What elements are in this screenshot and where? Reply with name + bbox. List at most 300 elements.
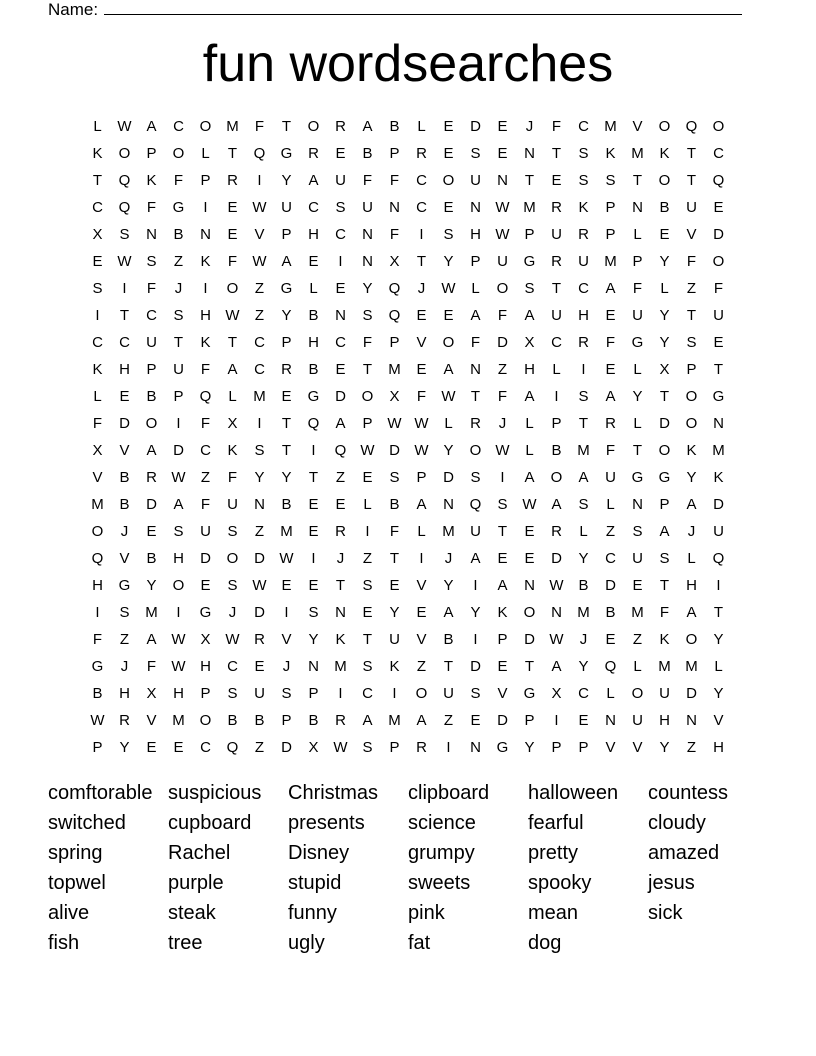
grid-letter: E bbox=[362, 604, 373, 621]
grid-letter: Z bbox=[632, 631, 643, 648]
grid-letter: M bbox=[577, 442, 590, 459]
grid-letter: M bbox=[685, 658, 698, 675]
grid-letter: A bbox=[578, 469, 589, 486]
grid-letter: U bbox=[335, 172, 346, 189]
grid-letter: U bbox=[686, 199, 697, 216]
grid-letter: U bbox=[497, 253, 508, 270]
grid-letter: E bbox=[551, 172, 562, 189]
grid-letter: T bbox=[227, 334, 238, 351]
grid-letter: O bbox=[442, 334, 455, 351]
grid-letter: T bbox=[362, 361, 373, 378]
grid-letter: I bbox=[500, 469, 505, 486]
grid-row bbox=[84, 356, 732, 383]
grid-letter: C bbox=[254, 334, 265, 351]
grid-letter: A bbox=[308, 172, 319, 189]
grid-letter: W bbox=[522, 496, 537, 513]
grid-letter: L bbox=[363, 496, 372, 513]
grid-letter: U bbox=[713, 307, 724, 324]
grid-letter: A bbox=[416, 496, 427, 513]
grid-letter: C bbox=[119, 334, 130, 351]
grid-letter: S bbox=[578, 172, 589, 189]
grid-letter: O bbox=[712, 118, 725, 135]
grid-letter: O bbox=[658, 172, 671, 189]
grid-letter: E bbox=[362, 469, 373, 486]
grid-letter: D bbox=[389, 442, 400, 459]
grid-letter: P bbox=[92, 739, 103, 756]
grid-letter: T bbox=[92, 172, 103, 189]
grid-letter: N bbox=[551, 604, 562, 621]
grid-letter: Q bbox=[388, 280, 401, 297]
grid-letter: K bbox=[200, 334, 211, 351]
grid-letter: S bbox=[686, 334, 697, 351]
grid-letter: M bbox=[172, 712, 185, 729]
grid-letter: M bbox=[604, 253, 617, 270]
grid-letter: C bbox=[254, 361, 265, 378]
grid-letter: D bbox=[713, 496, 724, 513]
grid-letter: I bbox=[338, 685, 343, 702]
grid-letter: V bbox=[686, 226, 697, 243]
grid-letter: A bbox=[443, 604, 454, 621]
grid-letter: N bbox=[686, 712, 697, 729]
grid-letter: H bbox=[470, 226, 481, 243]
grid-letter: T bbox=[659, 388, 670, 405]
grid-letter: Y bbox=[308, 631, 319, 648]
grid-letter: E bbox=[254, 658, 265, 675]
grid-letter: O bbox=[712, 253, 725, 270]
grid-letter: E bbox=[605, 361, 616, 378]
grid-letter: P bbox=[389, 334, 400, 351]
grid-letter: P bbox=[551, 739, 562, 756]
grid-letter: W bbox=[495, 442, 510, 459]
grid-letter: W bbox=[414, 415, 429, 432]
grid-letter: D bbox=[200, 550, 211, 567]
grid-letter: S bbox=[470, 469, 481, 486]
grid-letter: O bbox=[226, 550, 239, 567]
grid-letter: Z bbox=[200, 469, 211, 486]
grid-letter: V bbox=[146, 712, 157, 729]
grid-letter: M bbox=[604, 118, 617, 135]
grid-letter: D bbox=[524, 631, 535, 648]
grid-letter: B bbox=[308, 712, 319, 729]
grid-letter: K bbox=[686, 442, 697, 459]
grid-letter: L bbox=[228, 388, 237, 405]
grid-letter: J bbox=[444, 550, 453, 567]
grid-letter: T bbox=[362, 631, 373, 648]
grid-letter: L bbox=[606, 685, 615, 702]
grid-letter: C bbox=[713, 145, 724, 162]
grid-letter: D bbox=[605, 577, 616, 594]
grid-letter: W bbox=[549, 631, 564, 648]
grid-letter: T bbox=[578, 415, 589, 432]
grid-letter: J bbox=[525, 118, 534, 135]
grid-letter: E bbox=[146, 739, 157, 756]
grid-letter: P bbox=[146, 361, 157, 378]
grid-letter: G bbox=[712, 388, 725, 405]
grid-letter: K bbox=[389, 658, 400, 675]
grid-letter: J bbox=[120, 658, 129, 675]
grid-letter: Y bbox=[578, 550, 589, 567]
grid-letter: N bbox=[605, 712, 616, 729]
grid-letter: W bbox=[117, 118, 132, 135]
grid-letter: S bbox=[335, 199, 346, 216]
word-list-item: Disney bbox=[288, 842, 350, 864]
grid-letter: I bbox=[554, 712, 559, 729]
grid-letter: J bbox=[336, 550, 345, 567]
grid-letter: T bbox=[281, 442, 292, 459]
grid-row bbox=[84, 329, 732, 356]
grid-letter: D bbox=[146, 496, 157, 513]
grid-letter: G bbox=[523, 685, 536, 702]
grid-letter: F bbox=[389, 523, 400, 540]
grid-letter: F bbox=[92, 415, 103, 432]
grid-letter: B bbox=[119, 469, 130, 486]
grid-letter: S bbox=[470, 145, 481, 162]
grid-letter: L bbox=[444, 415, 453, 432]
grid-letter: Q bbox=[118, 172, 131, 189]
word-list-item: jesus bbox=[648, 872, 695, 894]
grid-letter: R bbox=[416, 739, 427, 756]
grid-letter: I bbox=[338, 253, 343, 270]
grid-letter: E bbox=[119, 388, 130, 405]
grid-letter: F bbox=[200, 496, 211, 513]
word-list-row bbox=[48, 930, 768, 960]
grid-letter: F bbox=[362, 172, 373, 189]
grid-letter: B bbox=[443, 631, 454, 648]
grid-letter: I bbox=[284, 604, 289, 621]
grid-letter: D bbox=[497, 334, 508, 351]
grid-letter: S bbox=[632, 523, 643, 540]
grid-letter: G bbox=[631, 469, 644, 486]
word-list-item: pretty bbox=[528, 842, 579, 864]
grid-letter: E bbox=[497, 145, 508, 162]
grid-letter: J bbox=[174, 280, 183, 297]
grid-letter: U bbox=[578, 253, 589, 270]
grid-letter: V bbox=[416, 334, 427, 351]
grid-letter: N bbox=[443, 496, 454, 513]
grid-letter: T bbox=[389, 550, 400, 567]
grid-letter: I bbox=[446, 739, 451, 756]
grid-letter: T bbox=[551, 145, 562, 162]
grid-letter: Q bbox=[388, 307, 401, 324]
word-list-item: halloween bbox=[528, 782, 619, 804]
grid-letter: Q bbox=[253, 145, 266, 162]
grid-letter: C bbox=[362, 685, 373, 702]
grid-letter: C bbox=[335, 334, 346, 351]
grid-letter: M bbox=[253, 388, 266, 405]
grid-letter: D bbox=[335, 388, 346, 405]
word-list-item: dog bbox=[528, 932, 562, 954]
grid-row bbox=[84, 140, 732, 167]
grid-letter: O bbox=[523, 604, 536, 621]
grid-letter: W bbox=[549, 577, 564, 594]
grid-letter: E bbox=[497, 658, 508, 675]
grid-letter: P bbox=[281, 334, 292, 351]
grid-letter: N bbox=[470, 361, 481, 378]
grid-letter: E bbox=[200, 577, 211, 594]
grid-letter: A bbox=[362, 118, 373, 135]
word-list-item: sick bbox=[648, 902, 683, 924]
grid-letter: S bbox=[92, 280, 103, 297]
grid-letter: N bbox=[308, 658, 319, 675]
grid-letter: M bbox=[631, 604, 644, 621]
grid-letter: U bbox=[632, 550, 643, 567]
grid-letter: L bbox=[579, 523, 588, 540]
grid-letter: U bbox=[281, 199, 292, 216]
grid-letter: B bbox=[659, 199, 670, 216]
word-list-item: topwel bbox=[48, 872, 106, 894]
grid-letter: E bbox=[713, 334, 724, 351]
grid-letter: E bbox=[443, 145, 454, 162]
grid-letter: P bbox=[200, 172, 211, 189]
grid-letter: Z bbox=[254, 280, 265, 297]
name-line[interactable] bbox=[104, 14, 742, 15]
word-list-item: alive bbox=[48, 902, 90, 924]
grid-letter: I bbox=[581, 361, 586, 378]
grid-letter: X bbox=[308, 739, 319, 756]
grid-letter: T bbox=[686, 307, 697, 324]
grid-letter: O bbox=[550, 469, 563, 486]
grid-letter: K bbox=[200, 253, 211, 270]
grid-letter: M bbox=[658, 658, 671, 675]
grid-letter: H bbox=[686, 577, 697, 594]
grid-letter: Y bbox=[443, 577, 454, 594]
grid-letter: F bbox=[686, 253, 697, 270]
grid-letter: W bbox=[90, 712, 105, 729]
grid-letter: H bbox=[200, 658, 211, 675]
word-list-row bbox=[48, 810, 768, 840]
grid-letter: O bbox=[145, 415, 158, 432]
grid-letter: R bbox=[605, 415, 616, 432]
grid-letter: R bbox=[416, 145, 427, 162]
grid-letter: M bbox=[280, 523, 293, 540]
grid-letter: X bbox=[146, 685, 157, 702]
grid-letter: P bbox=[605, 199, 616, 216]
word-list-item: pink bbox=[408, 902, 445, 924]
grid-letter: Z bbox=[119, 631, 130, 648]
grid-letter: Z bbox=[254, 739, 265, 756]
grid-letter: I bbox=[257, 172, 262, 189]
grid-letter: W bbox=[117, 253, 132, 270]
grid-letter: T bbox=[227, 145, 238, 162]
grid-letter: P bbox=[686, 361, 697, 378]
grid-letter: U bbox=[470, 523, 481, 540]
grid-letter: O bbox=[199, 118, 212, 135]
grid-letter: T bbox=[308, 469, 319, 486]
grid-letter: K bbox=[92, 361, 103, 378]
grid-letter: T bbox=[497, 523, 508, 540]
grid-letter: L bbox=[714, 658, 723, 675]
grid-letter: D bbox=[470, 658, 481, 675]
grid-letter: X bbox=[389, 253, 400, 270]
grid-letter: A bbox=[335, 415, 346, 432]
word-list-row bbox=[48, 900, 768, 930]
grid-letter: T bbox=[335, 577, 346, 594]
grid-letter: N bbox=[524, 145, 535, 162]
grid-letter: R bbox=[578, 226, 589, 243]
grid-letter: E bbox=[659, 226, 670, 243]
grid-letter: Q bbox=[685, 118, 698, 135]
grid-letter: F bbox=[389, 172, 400, 189]
grid-letter: V bbox=[416, 577, 427, 594]
grid-letter: Z bbox=[173, 253, 184, 270]
grid-letter: S bbox=[524, 280, 535, 297]
grid-letter: S bbox=[578, 496, 589, 513]
grid-letter: N bbox=[524, 577, 535, 594]
grid-letter: R bbox=[551, 253, 562, 270]
grid-letter: O bbox=[307, 118, 320, 135]
grid-letter: Z bbox=[605, 523, 616, 540]
grid-letter: M bbox=[334, 658, 347, 675]
grid-letter: D bbox=[173, 442, 184, 459]
grid-letter: O bbox=[469, 442, 482, 459]
grid-letter: P bbox=[605, 226, 616, 243]
grid-letter: O bbox=[415, 685, 428, 702]
grid-letter: J bbox=[498, 415, 507, 432]
grid-letter: H bbox=[119, 685, 130, 702]
grid-letter: L bbox=[525, 415, 534, 432]
grid-letter: E bbox=[524, 523, 535, 540]
grid-letter: Z bbox=[254, 523, 265, 540]
grid-letter: W bbox=[252, 253, 267, 270]
grid-letter: L bbox=[93, 388, 102, 405]
grid-row bbox=[84, 221, 732, 248]
grid-letter: I bbox=[176, 415, 181, 432]
grid-letter: F bbox=[227, 469, 238, 486]
grid-letter: S bbox=[362, 739, 373, 756]
grid-letter: S bbox=[173, 307, 184, 324]
grid-letter: H bbox=[173, 550, 184, 567]
grid-letter: N bbox=[632, 496, 643, 513]
grid-letter: E bbox=[308, 253, 319, 270]
grid-letter: C bbox=[416, 199, 427, 216]
grid-letter: L bbox=[93, 118, 102, 135]
grid-letter: M bbox=[523, 199, 536, 216]
grid-letter: S bbox=[443, 226, 454, 243]
grid-row bbox=[84, 680, 732, 707]
word-list bbox=[48, 780, 768, 960]
grid-letter: U bbox=[551, 226, 562, 243]
grid-letter: B bbox=[308, 361, 319, 378]
grid-letter: F bbox=[605, 442, 616, 459]
grid-letter: J bbox=[282, 658, 291, 675]
grid-letter: I bbox=[122, 280, 127, 297]
grid-letter: F bbox=[146, 199, 157, 216]
grid-letter: L bbox=[552, 361, 561, 378]
grid-letter: U bbox=[713, 523, 724, 540]
grid-letter: E bbox=[497, 550, 508, 567]
grid-letter: W bbox=[360, 442, 375, 459]
grid-letter: X bbox=[92, 226, 103, 243]
grid-letter: W bbox=[441, 388, 456, 405]
grid-letter: P bbox=[308, 685, 319, 702]
grid-letter: H bbox=[308, 226, 319, 243]
grid-letter: C bbox=[146, 307, 157, 324]
grid-letter: E bbox=[308, 496, 319, 513]
grid-letter: B bbox=[146, 550, 157, 567]
grid-letter: A bbox=[470, 550, 481, 567]
grid-letter: W bbox=[333, 739, 348, 756]
grid-letter: Z bbox=[416, 658, 427, 675]
word-list-item: purple bbox=[168, 872, 224, 894]
word-list-item: stupid bbox=[288, 872, 342, 894]
grid-row bbox=[84, 491, 732, 518]
grid-letter: I bbox=[554, 388, 559, 405]
grid-letter: R bbox=[470, 415, 481, 432]
grid-letter: G bbox=[280, 280, 293, 297]
grid-letter: P bbox=[416, 469, 427, 486]
grid-letter: B bbox=[119, 496, 130, 513]
grid-letter: Y bbox=[659, 253, 670, 270]
grid-letter: F bbox=[416, 388, 427, 405]
grid-letter: A bbox=[524, 307, 535, 324]
grid-letter: Y bbox=[659, 307, 670, 324]
grid-letter: Y bbox=[281, 307, 292, 324]
grid-letter: L bbox=[633, 658, 642, 675]
grid-letter: R bbox=[227, 172, 238, 189]
grid-letter: O bbox=[172, 145, 185, 162]
grid-letter: O bbox=[658, 442, 671, 459]
name-field bbox=[48, 0, 98, 20]
grid-letter: R bbox=[335, 712, 346, 729]
grid-letter: G bbox=[307, 388, 320, 405]
grid-letter: T bbox=[551, 280, 562, 297]
grid-letter: Z bbox=[254, 307, 265, 324]
grid-letter: C bbox=[200, 739, 211, 756]
grid-letter: C bbox=[92, 199, 103, 216]
grid-letter: L bbox=[633, 415, 642, 432]
grid-letter: K bbox=[659, 145, 670, 162]
grid-letter: E bbox=[443, 199, 454, 216]
word-list-row bbox=[48, 840, 768, 870]
grid-letter: U bbox=[254, 685, 265, 702]
grid-letter: X bbox=[92, 442, 103, 459]
grid-letter: V bbox=[713, 712, 724, 729]
grid-letter: M bbox=[91, 496, 104, 513]
grid-letter: F bbox=[227, 253, 238, 270]
grid-letter: B bbox=[173, 226, 184, 243]
grid-letter: R bbox=[551, 523, 562, 540]
grid-letter: T bbox=[632, 172, 643, 189]
grid-letter: G bbox=[91, 658, 104, 675]
grid-letter: D bbox=[551, 550, 562, 567]
grid-letter: H bbox=[119, 361, 130, 378]
grid-letter: E bbox=[416, 307, 427, 324]
grid-letter: A bbox=[497, 577, 508, 594]
word-list-row bbox=[48, 780, 768, 810]
grid-letter: P bbox=[281, 226, 292, 243]
grid-letter: B bbox=[281, 496, 292, 513]
word-list-item: switched bbox=[48, 812, 126, 834]
grid-letter: A bbox=[443, 361, 454, 378]
grid-letter: T bbox=[281, 415, 292, 432]
grid-letter: I bbox=[392, 685, 397, 702]
grid-letter: E bbox=[281, 577, 292, 594]
grid-letter: W bbox=[225, 307, 240, 324]
grid-letter: P bbox=[362, 415, 373, 432]
grid-row bbox=[84, 248, 732, 275]
grid-row bbox=[84, 707, 732, 734]
grid-letter: W bbox=[387, 415, 402, 432]
grid-letter: N bbox=[497, 172, 508, 189]
grid-letter: N bbox=[335, 307, 346, 324]
grid-letter: R bbox=[119, 712, 130, 729]
grid-letter: L bbox=[633, 226, 642, 243]
grid-letter: A bbox=[146, 118, 157, 135]
grid-letter: C bbox=[578, 280, 589, 297]
grid-row bbox=[84, 599, 732, 626]
grid-letter: P bbox=[389, 739, 400, 756]
grid-letter: K bbox=[335, 631, 346, 648]
